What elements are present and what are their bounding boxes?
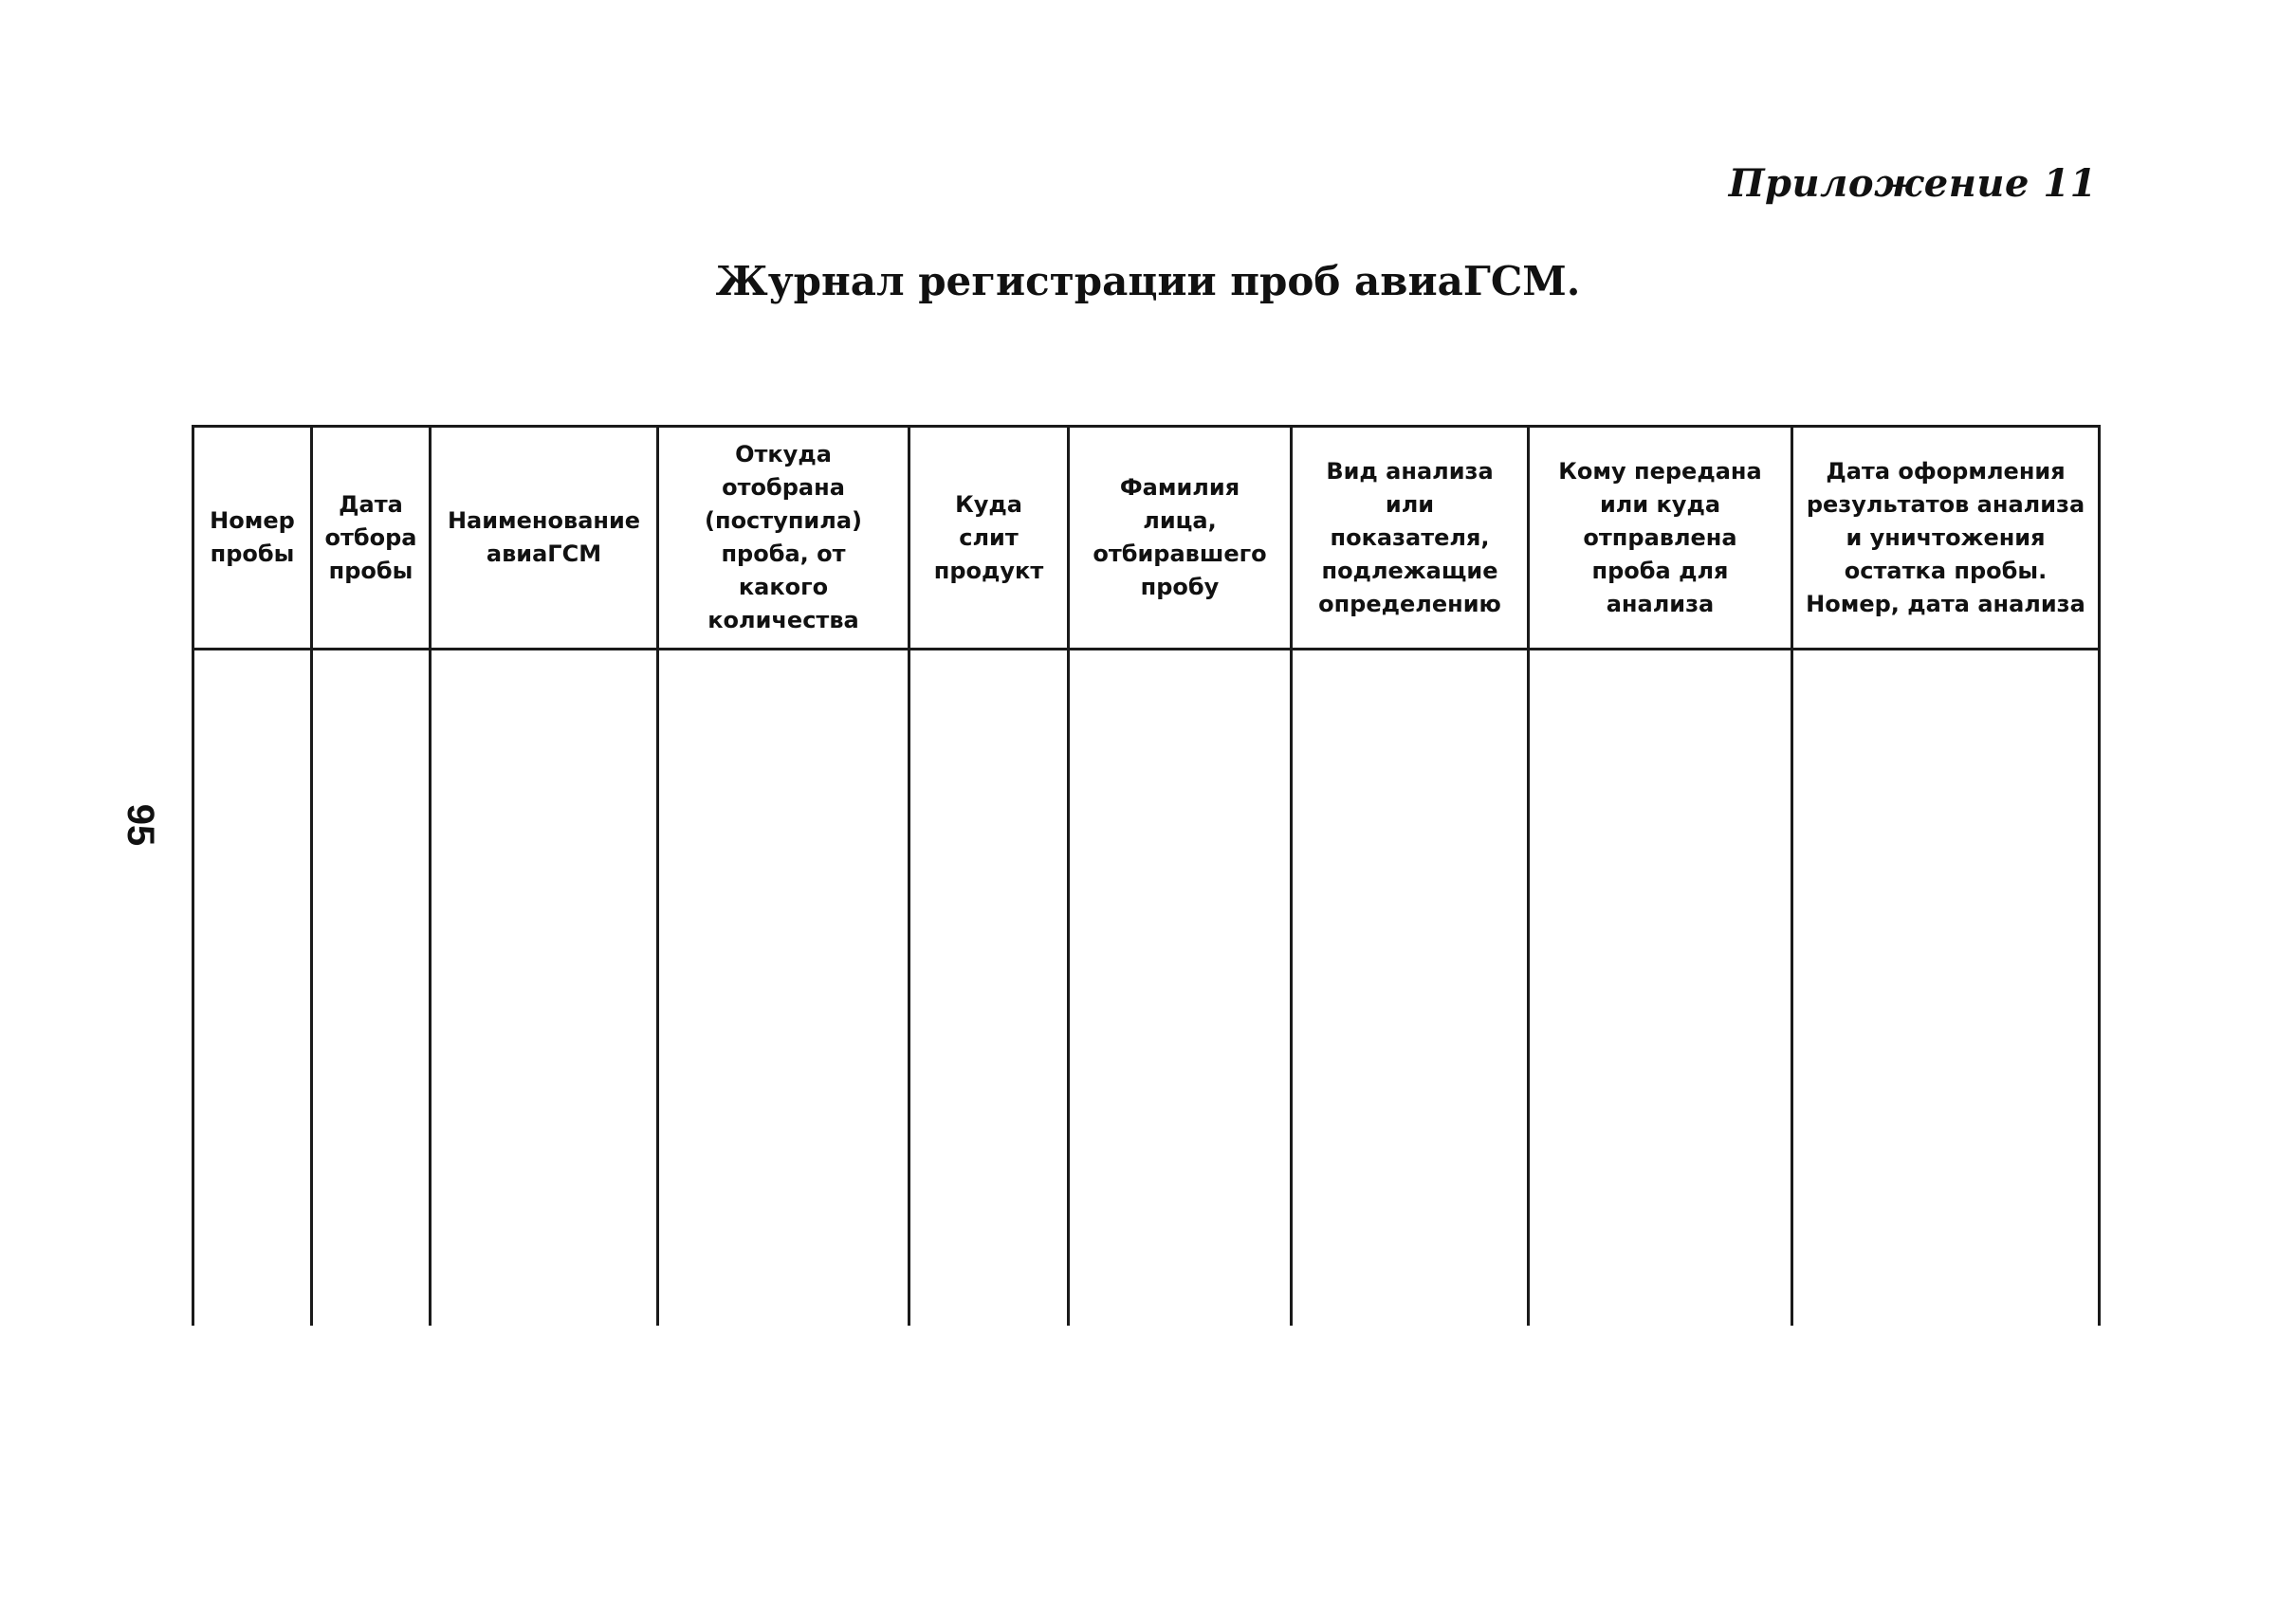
table-cell (1792, 650, 2100, 1327)
table-cell (658, 650, 909, 1327)
header-sampler-name: Фамилия лица, отбиравшего пробу (1069, 427, 1292, 650)
header-analysis-type: Вид анализа или показателя, подлежащие определению (1292, 427, 1529, 650)
registration-journal-table (192, 425, 2101, 1326)
header-sampling-date: Дата отбора пробы (312, 427, 431, 650)
table-cell (193, 650, 312, 1327)
table-cell (1529, 650, 1792, 1327)
table-cell (1292, 650, 1529, 1327)
table-cell (1069, 650, 1292, 1327)
header-product-destination: Куда слит продукт (909, 427, 1069, 650)
header-results-date: Дата оформления результатов анализа и уничтожения остатка пробы. Номер, дата анализа (1792, 427, 2100, 650)
appendix-label: Приложение 11 (1728, 161, 2097, 206)
page-number: 95 (119, 803, 161, 847)
table-row (193, 650, 2100, 1327)
table-header-row (193, 427, 2100, 650)
table-cell (909, 650, 1069, 1327)
header-sample-source: Откуда отобрана (поступила) проба, от какого количества (658, 427, 909, 650)
header-sample-recipient: Кому передана или куда отправлена проба для анализа (1529, 427, 1792, 650)
header-sample-number: Номер пробы (193, 427, 312, 650)
table-cell (312, 650, 431, 1327)
table-cell (431, 650, 658, 1327)
page-title: Журнал регистрации проб авиаГСМ. (715, 258, 1581, 304)
header-fuel-name: Наименование авиаГСМ (431, 427, 658, 650)
